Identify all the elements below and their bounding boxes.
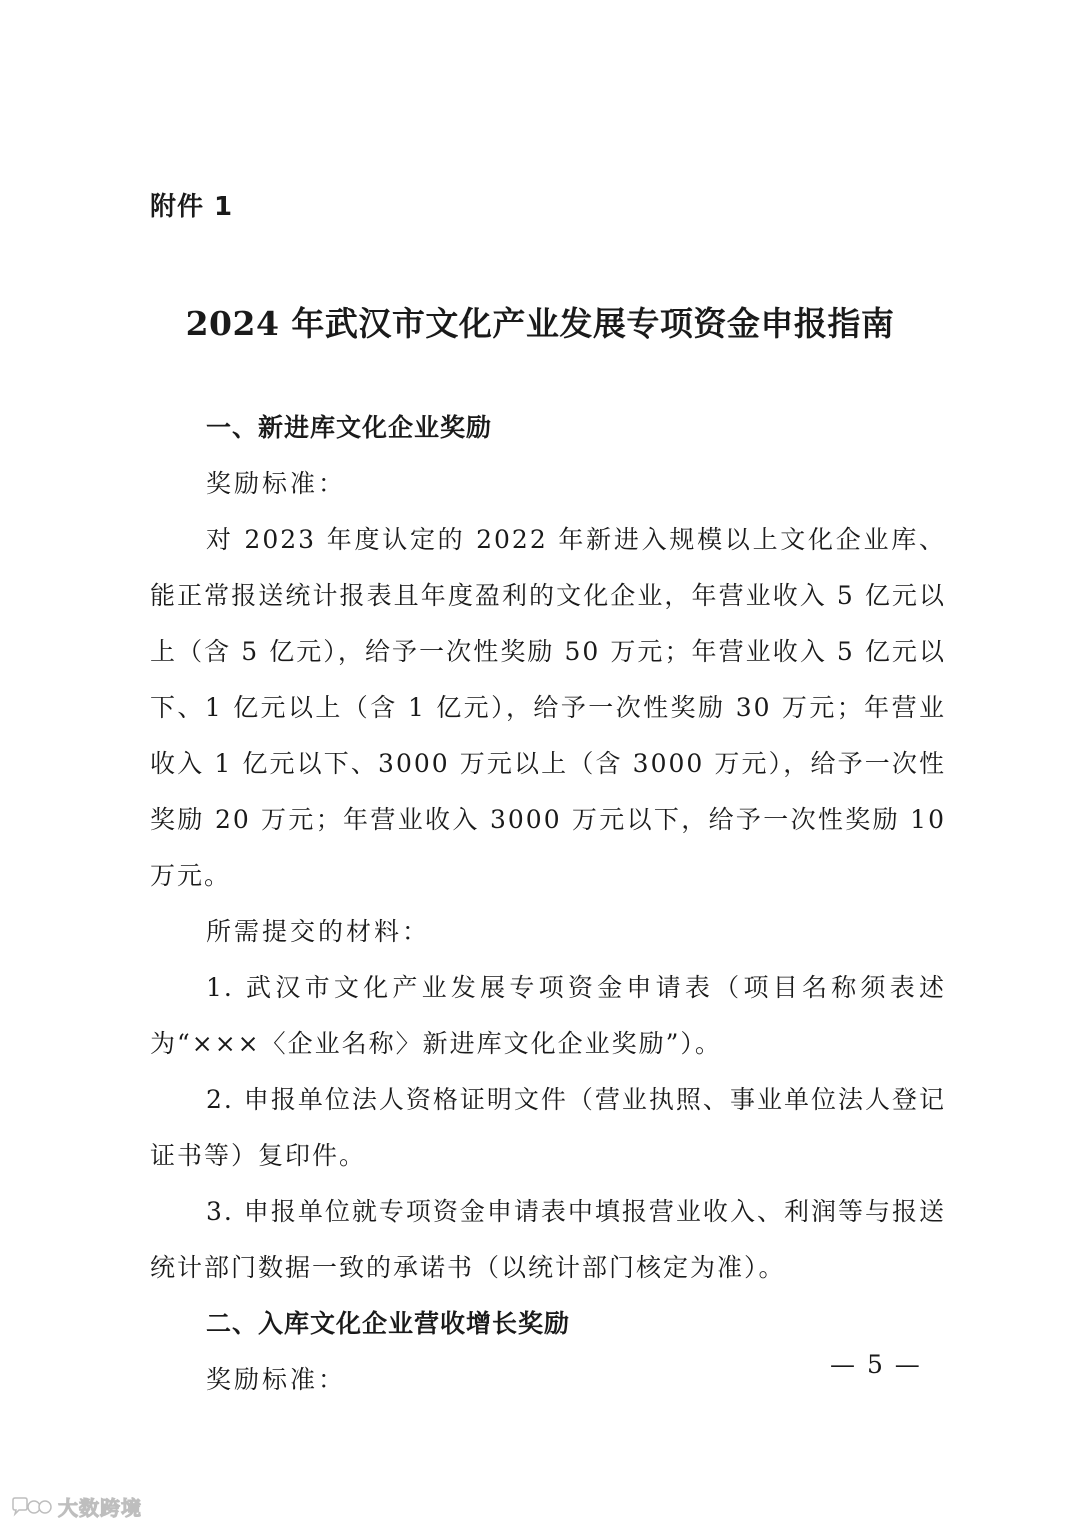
speech-bubble-logo-icon [10,1496,52,1518]
section-1-standard-label: 奖励标准： [206,469,347,498]
document-title: 2024 年武汉市文化产业发展专项资金申报指南 [185,304,895,343]
watermark [10,1492,142,1521]
page-number: — 5 — [830,1350,922,1379]
attachment-label: 附件 1 [150,192,234,222]
section-1-standard-text: 对 2023 年度认定的 2022 年新进入规模以上文化企业库、能正常报送统计报表且年度盈利的文化企业，年营业收入 5 亿元以上（含 5 亿元），给予一次性奖励 50 万元；年营业收入 5 亿元以下、1 亿元以上（含 1 亿元），给予一次性奖励 30 万元；年营业收入 1 亿元以下、3000 万元以上（含 3000 万元），给予一次性奖励 20 万元；年营业收入 3000 万元以下，给予一次性奖励 10 万元。 [150,525,946,890]
section-1-materials-label: 所需提交的材料： [206,917,431,946]
material-item-2: 2. 申报单位法人资格证明文件（营业执照、事业单位法人登记证书等）复印件。 [150,1085,946,1170]
section-2-standard-label: 奖励标准： [206,1365,347,1394]
material-item-1: 1. 武汉市文化产业发展专项资金申请表（项目名称须表述为“×××〈企业名称〉新进库文化企业奖励”）。 [150,973,946,1058]
section-2-heading: 二、入库文化企业营收增长奖励 [206,1309,571,1338]
document-body [150,400,946,1408]
section-1-heading: 一、新进库文化企业奖励 [206,413,493,442]
material-item-3: 3. 申报单位就专项资金申请表中填报营业收入、利润等与报送统计部门数据一致的承诺书（以统计部门核定为准）。 [150,1197,946,1282]
watermark-text: 大数跨境 [58,1496,142,1520]
